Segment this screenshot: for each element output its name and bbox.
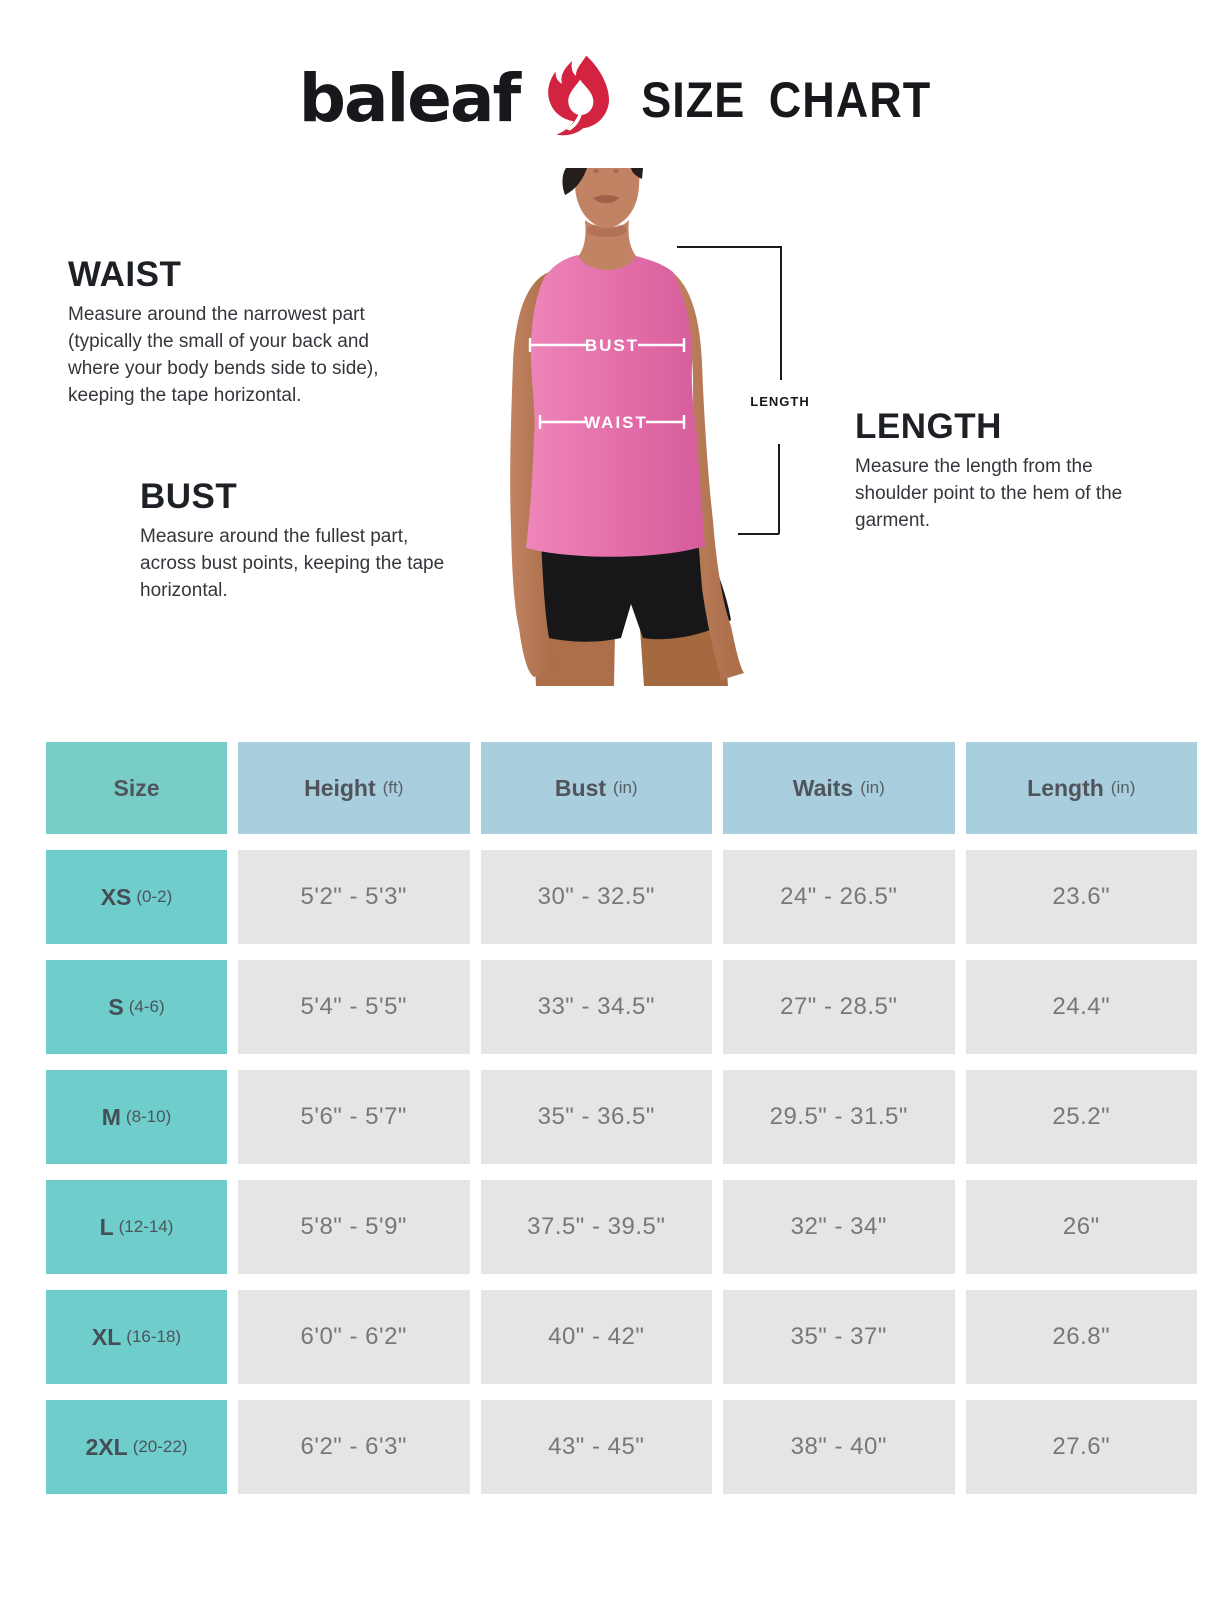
size-label: M — [101, 1103, 121, 1130]
size-cell-s — [46, 960, 227, 1054]
column-header-length-label: Length — [1027, 774, 1104, 801]
length-cell: 23.6" — [966, 850, 1198, 944]
size-label: XS — [100, 883, 132, 910]
size-table — [46, 742, 1197, 1494]
waist-instruction — [68, 256, 420, 409]
brand-logo: baleaf — [298, 60, 520, 137]
bust-measure-label: BUST — [584, 336, 640, 355]
waist-cell: 35" - 37" — [723, 1290, 955, 1384]
column-header-bust-label: Bust — [554, 774, 607, 801]
size-label: L — [99, 1213, 114, 1240]
model-tank-top — [526, 255, 705, 557]
bust-instruction-body: Measure around the fullest part, across bust points, keeping the tape horizontal. — [140, 525, 445, 601]
length-cell: 26" — [966, 1180, 1198, 1274]
height-cell: 6'0" - 6'2" — [238, 1290, 470, 1384]
size-label: S — [108, 993, 124, 1020]
waist-instruction-title: WAIST — [68, 255, 182, 294]
column-header-size — [46, 742, 227, 834]
size-cell-m — [46, 1070, 227, 1164]
column-header-bust-unit: (in) — [613, 778, 638, 797]
waist-cell: 32" - 34" — [723, 1180, 955, 1274]
size-cell-xs — [46, 850, 227, 944]
length-cell: 27.6" — [966, 1400, 1198, 1494]
bust-cell: 37.5" - 39.5" — [481, 1180, 713, 1274]
bust-instruction-title: BUST — [140, 477, 238, 516]
height-cell: 6'2" - 6'3" — [238, 1400, 470, 1494]
column-header-size-label: Size — [113, 774, 160, 801]
size-range: (20-22) — [132, 1437, 188, 1456]
column-header-height-label: Height — [304, 774, 376, 801]
size-range: (16-18) — [126, 1327, 182, 1346]
length-instruction-body: Measure the length from the shoulder point to the hem of the garment. — [855, 455, 1123, 531]
size-label: 2XL — [85, 1433, 128, 1460]
size-range: (8-10) — [125, 1107, 172, 1126]
column-header-bust — [481, 742, 713, 834]
size-range: (0-2) — [136, 887, 173, 906]
column-header-length-unit: (in) — [1110, 778, 1136, 797]
length-instruction-title: LENGTH — [855, 407, 1002, 446]
bust-cell: 35" - 36.5" — [481, 1070, 713, 1164]
bust-cell: 33" - 34.5" — [481, 960, 713, 1054]
column-header-height-unit: (ft) — [382, 778, 404, 797]
length-cell: 26.8" — [966, 1290, 1198, 1384]
leaf-icon — [539, 54, 621, 140]
bust-cell: 43" - 45" — [481, 1400, 713, 1494]
waist-measure-label: WAIST — [584, 413, 648, 432]
bust-instruction — [140, 478, 450, 604]
model-photo — [435, 168, 875, 688]
bust-cell: 40" - 42" — [481, 1290, 713, 1384]
column-header-waist-unit: (in) — [860, 778, 885, 797]
model-face — [562, 168, 643, 228]
waist-cell: 29.5" - 31.5" — [723, 1070, 955, 1164]
length-cell: 25.2" — [966, 1070, 1198, 1164]
bust-cell: 30" - 32.5" — [481, 850, 713, 944]
column-header-height — [238, 742, 470, 834]
size-cell-xl — [46, 1290, 227, 1384]
size-range: (12-14) — [118, 1217, 174, 1236]
size-cell-2xl — [46, 1400, 227, 1494]
column-header-length — [966, 742, 1198, 834]
height-cell: 5'4" - 5'5" — [238, 960, 470, 1054]
header — [0, 58, 1230, 140]
height-cell: 5'8" - 5'9" — [238, 1180, 470, 1274]
waist-cell: 38" - 40" — [723, 1400, 955, 1494]
page-title: SIZE CHART — [641, 70, 932, 128]
waist-cell: 24" - 26.5" — [723, 850, 955, 944]
size-label: XL — [91, 1323, 122, 1350]
length-measure-label: LENGTH — [750, 394, 810, 409]
waist-instruction-body: Measure around the narrowest part (typically the small of your back and where your body bends side to side), keeping the tape horizontal. — [68, 303, 379, 406]
height-cell: 5'6" - 5'7" — [238, 1070, 470, 1164]
column-header-waist-label: Waits — [792, 774, 854, 801]
column-header-waist — [723, 742, 955, 834]
length-cell: 24.4" — [966, 960, 1198, 1054]
height-cell: 5'2" - 5'3" — [238, 850, 470, 944]
length-instruction — [855, 408, 1147, 534]
size-range: (4-6) — [128, 997, 165, 1016]
waist-cell: 27" - 28.5" — [723, 960, 955, 1054]
size-cell-l — [46, 1180, 227, 1274]
